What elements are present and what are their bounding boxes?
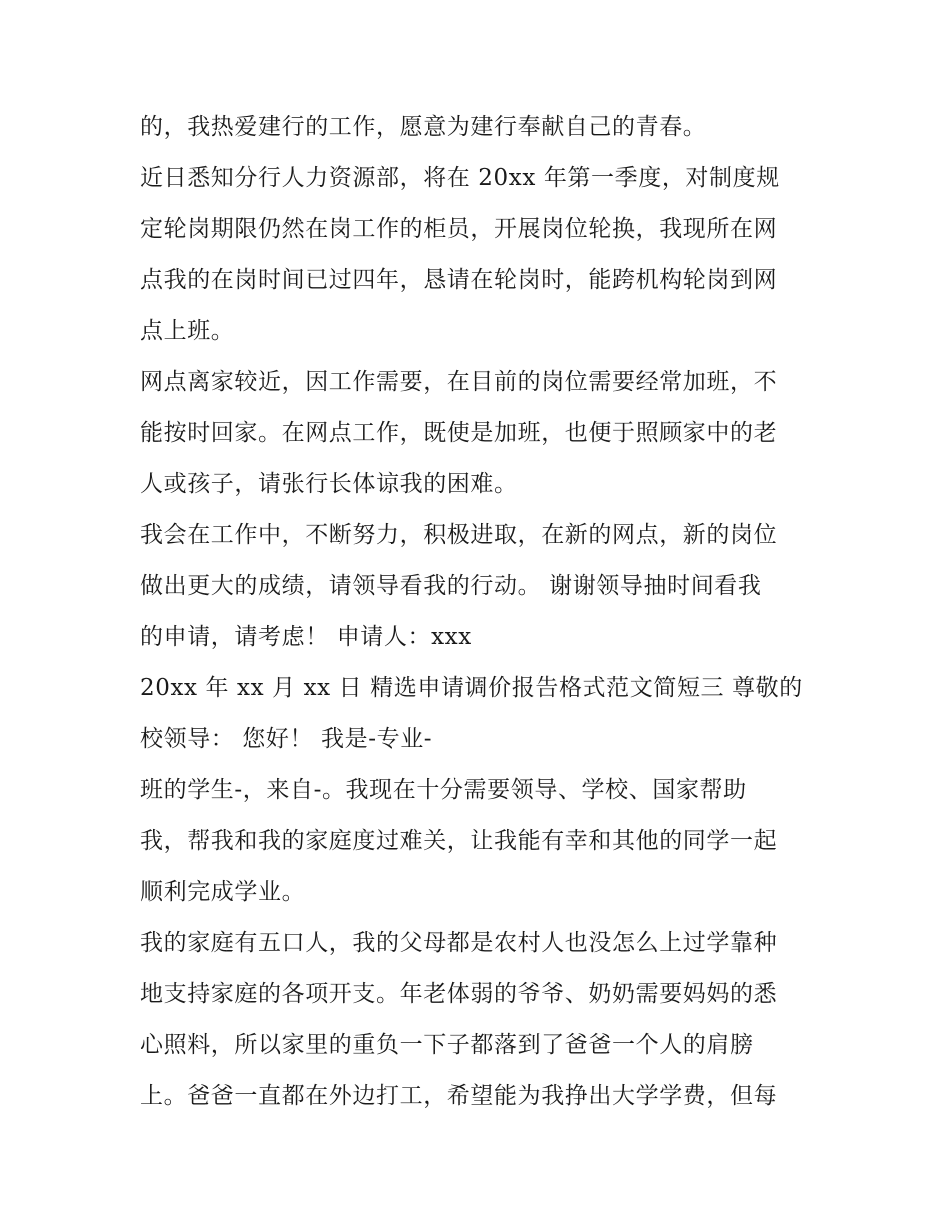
text-line: 点我的在岗时间已过四年，恳请在轮岗时，能跨机构轮岗到网 [140, 267, 778, 293]
text-line: 我，帮我和我的家庭度过难关，让我能有幸和其他的同学一起 [140, 828, 778, 854]
text-line: 地支持家庭的各项开支。年老体弱的爷爷、奶奶需要妈妈的悉 [140, 981, 778, 1007]
text-line: 顺利完成学业。 [140, 879, 306, 905]
text-line: 班的学生-，来自-。我现在十分需要领导、学校、国家帮助 [140, 777, 747, 803]
text-line: 能按时回家。在网点工作，既使是加班，也便于照顾家中的老 [140, 420, 778, 446]
text-line: 网点离家较近，因工作需要，在目前的岗位需要经常加班，不 [140, 369, 778, 395]
text-line: 校领导： 您好！ 我是-专业- [140, 726, 433, 752]
document-body [140, 102, 820, 1122]
text-line: 近日悉知分行人力资源部，将在 20xx 年第一季度，对制度规 [140, 165, 780, 191]
text-line: 定轮岗期限仍然在岗工作的柜员，开展岗位轮换，我现所在网 [140, 216, 778, 242]
text-line: 的申请，请考虑！ 申请人：xxx [140, 624, 472, 650]
text-line: 20xx 年 xx 月 xx 日 精选申请调价报告格式范文简短三 尊敬的 [140, 675, 803, 701]
text-line: 做出更大的成绩，请领导看我的行动。 谢谢领导抽时间看我 [140, 573, 762, 599]
text-line: 点上班。 [140, 318, 235, 344]
text-line: 上。爸爸一直都在外边打工，希望能为我挣出大学学费，但每 [140, 1083, 778, 1109]
text-line: 我会在工作中，不断努力，积极进取，在新的网点，新的岗位 [140, 522, 778, 548]
text-line: 人或孩子，请张行长体谅我的困难。 [140, 471, 518, 497]
text-line: 心照料，所以家里的重负一下子都落到了爸爸一个人的肩膀 [140, 1032, 754, 1058]
text-line: 我的家庭有五口人，我的父母都是农村人也没怎么上过学靠种 [140, 930, 778, 956]
text-line: 的，我热爱建行的工作，愿意为建行奉献自己的青春。 [140, 114, 707, 140]
